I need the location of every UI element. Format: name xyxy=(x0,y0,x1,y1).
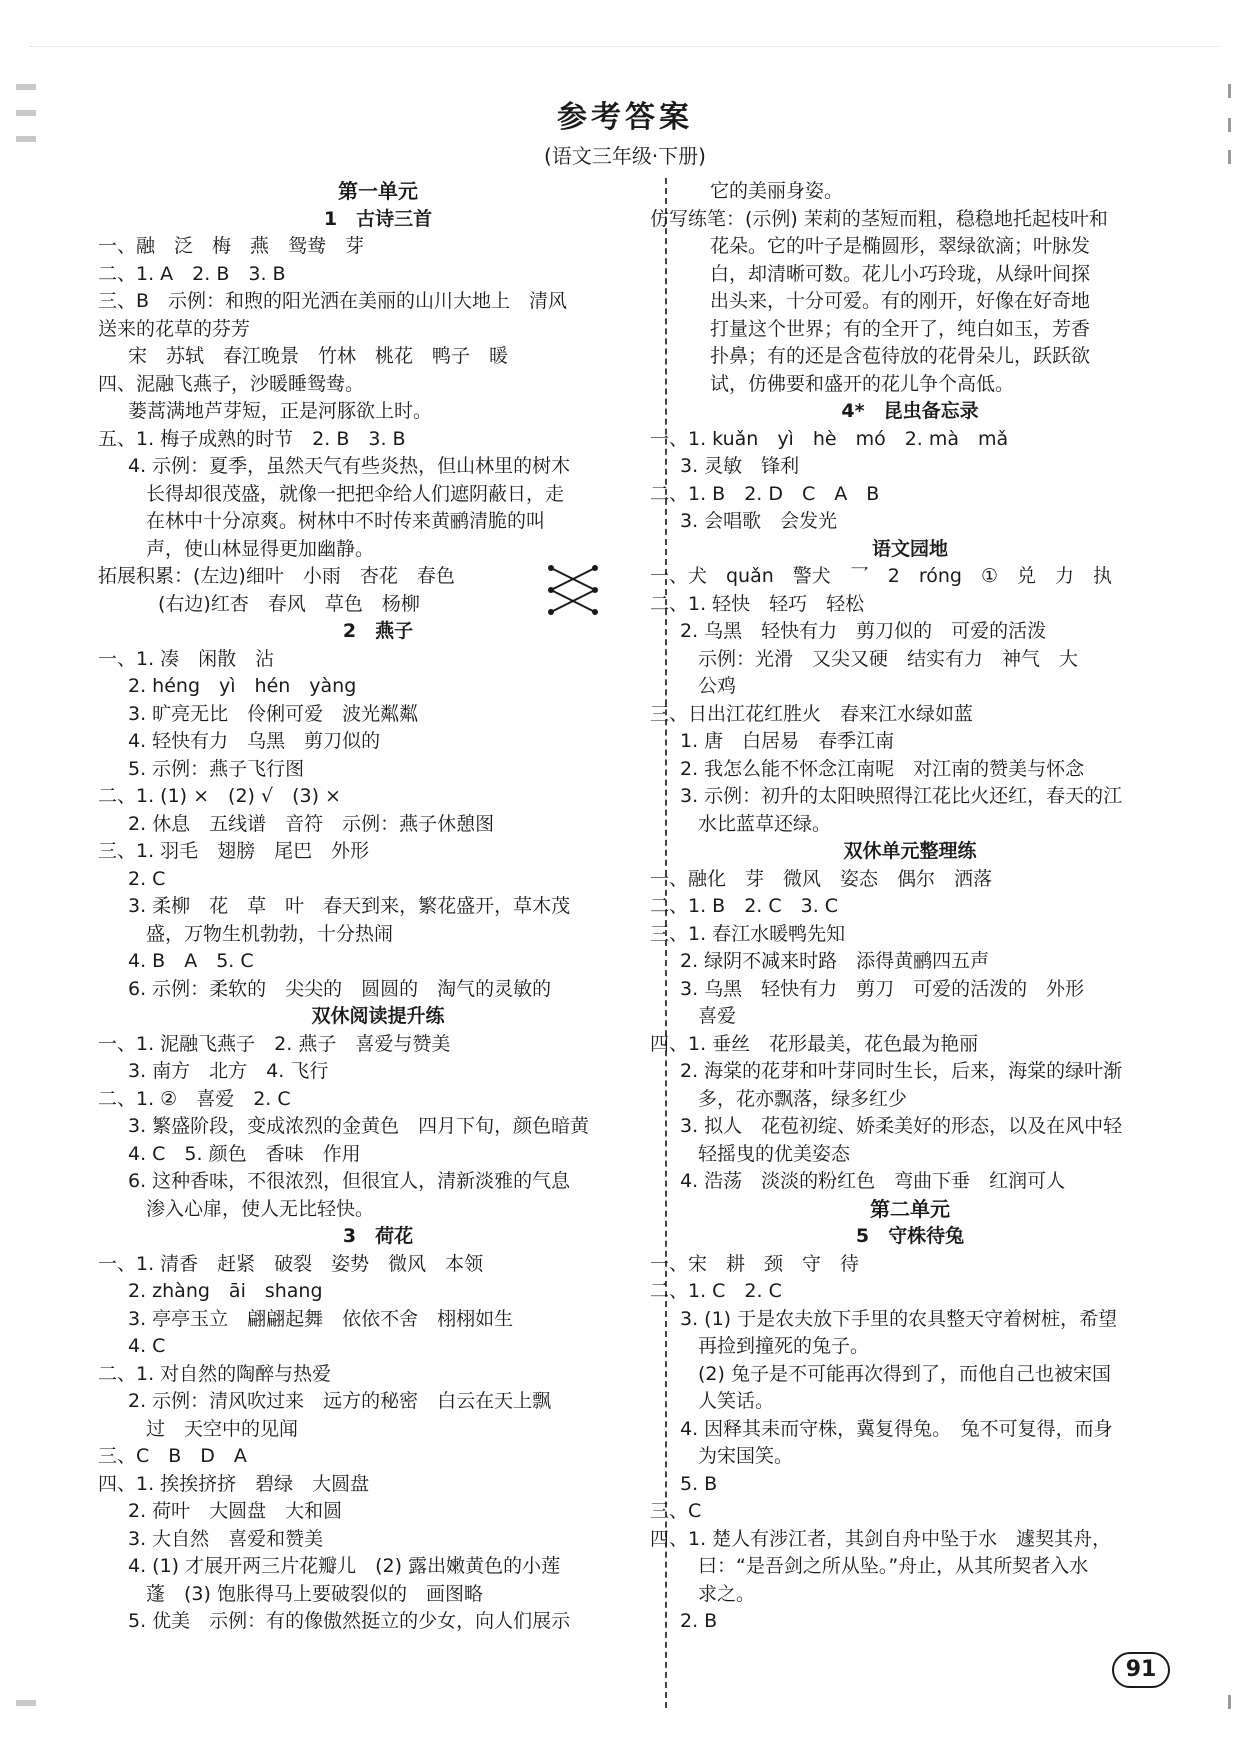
answer-line: 2. zhàng āi shang xyxy=(128,1280,323,1302)
answer-line: 送来的花草的芬芳 xyxy=(98,317,251,340)
answer-line: 花朵。它的叶子是椭圆形，翠绿欲滴；叶脉发 xyxy=(710,235,1091,257)
answer-line: 3. 南方 北方 4. 飞行 xyxy=(128,1060,329,1082)
answer-line: 出头来，十分可爱。有的刚开，好像在好奇地 xyxy=(710,290,1091,312)
answer-line: 打量这个世界；有的全开了，纯白如玉，芳香 xyxy=(710,317,1091,340)
answer-line: 再捡到撞死的兔子。 xyxy=(698,1335,870,1357)
answer-line: 白，却清晰可数。花儿小巧玲珑，从绿叶间探 xyxy=(710,262,1091,285)
answer-line: 2. 乌黑 轻快有力 剪刀似的 可爱的活泼 xyxy=(680,620,1047,642)
right-margin-mark xyxy=(1228,1695,1231,1709)
answer-line: 轻摇曳的优美姿态 xyxy=(698,1142,851,1165)
question-line: 一、1. 清香 赶紧 破裂 姿势 微风 本领 xyxy=(98,1252,484,1275)
question-line: 二、1. 轻快 轻巧 轻松 xyxy=(650,592,865,615)
question-line: 四、1. 垂丝 花形最美，花色最为艳丽 xyxy=(650,1032,979,1055)
answer-line: 求之。 xyxy=(698,1582,756,1605)
answer-line: 3. 灵敏 锋利 xyxy=(680,455,800,477)
answer-line: 2. 海棠的花芽和叶芽同时生长，后来，海棠的绿叶渐 xyxy=(680,1060,1123,1082)
answer-line: 4. 浩荡 淡淡的粉红色 弯曲下垂 红润可人 xyxy=(680,1170,1066,1192)
answer-line: 在林中十分凉爽。树林中不时传来黄鹂清脆的叫 xyxy=(146,510,546,532)
answer-line: 扑鼻；有的还是含苞待放的花骨朵儿，跃跃欲 xyxy=(710,345,1091,367)
left-margin-mark xyxy=(16,1700,36,1706)
lesson-heading: 4* 昆虫备忘录 xyxy=(841,400,979,422)
answer-line: 4. (1) 才展开两三片花瓣儿 (2) 露出嫩黄色的小莲 xyxy=(128,1555,561,1577)
answer-line: 蓬 (3) 饱胀得马上要破裂似的 画图略 xyxy=(146,1582,483,1605)
answer-line: 过 天空中的见闻 xyxy=(146,1417,299,1440)
answer-line: 3. 会唱歌 会发光 xyxy=(680,510,838,532)
unit-heading: 第二单元 xyxy=(870,1196,950,1221)
lesson-heading: 1 古诗三首 xyxy=(323,207,433,230)
answer-line: 宋 苏轼 春江晚景 竹林 桃花 鸭子 暖 xyxy=(128,345,509,367)
page-number: 91 xyxy=(1112,1652,1170,1688)
answer-line: 曰：“是吾剑之所从坠。”舟止，从其所契者入水 xyxy=(698,1555,1089,1577)
top-divider xyxy=(30,46,1220,48)
question-line: 一、融化 芽 微风 姿态 偶尔 洒落 xyxy=(650,867,993,890)
answer-line: 3. 旷亮无比 伶俐可爱 波光粼粼 xyxy=(128,702,419,725)
answer-line: 示例：光滑 又尖又硬 结实有力 神气 大 xyxy=(698,647,1079,670)
answer-line: 喜爱 xyxy=(698,1005,737,1027)
answer-line: 2. 绿阴不减来时路 添得黄鹂四五声 xyxy=(680,950,990,972)
answer-line: 5. 示例：燕子飞行图 xyxy=(128,757,305,780)
answer-line: 2. 示例：清风吹过来 远方的秘密 白云在天上飘 xyxy=(128,1390,552,1412)
answer-line: 3. 亭亭玉立 翩翩起舞 依依不舍 栩栩如生 xyxy=(128,1307,514,1330)
question-line: 一、宋 耕 颈 守 待 xyxy=(650,1252,860,1275)
question-line: 一、1. 泥融飞燕子 2. 燕子 喜爱与赞美 xyxy=(98,1032,451,1055)
answer-line: 蒌蒿满地芦芽短，正是河豚欲上时。 xyxy=(128,400,433,422)
left-column xyxy=(98,178,658,1636)
answer-line: 4. C xyxy=(128,1335,166,1357)
answer-line: 3. 示例：初升的太阳映照得江花比火还红，春天的江 xyxy=(680,785,1123,807)
answer-line: 长得却很茂盛，就像一把把伞给人们遮阴蔽日，走 xyxy=(146,482,565,505)
answer-line: 4. C 5. 颜色 香味 作用 xyxy=(128,1142,361,1165)
answer-line: 6. 这种香味，不很浓烈，但很宜人，清新淡雅的气息 xyxy=(128,1170,571,1192)
answer-line: 1. 唐 白居易 春季江南 xyxy=(680,730,895,752)
question-line: 三、C B D A xyxy=(98,1445,247,1467)
answer-line: 4. B A 5. C xyxy=(128,950,254,972)
question-line: 三、B 示例：和煦的阳光洒在美丽的山川大地上 清风 xyxy=(98,290,568,312)
question-line: 三、C xyxy=(650,1500,702,1522)
answer-line: 2. héng yì hén yàng xyxy=(128,675,357,697)
question-line: 四、1. 楚人有涉江者，其剑自舟中坠于水 遽契其舟， xyxy=(650,1527,1112,1550)
answer-line: 5. B xyxy=(680,1472,718,1495)
answer-line: 2. B xyxy=(680,1610,718,1632)
answer-line: 人笑话。 xyxy=(698,1390,775,1412)
question-line: 仿写练笔：(示例) 茉莉的茎短而粗，稳稳地托起枝叶和 xyxy=(650,207,1108,230)
lesson-heading: 3 荷花 xyxy=(342,1225,414,1247)
answer-line: 4. 示例：夏季，虽然天气有些炎热，但山林里的树木 xyxy=(128,455,571,477)
answer-line: 3. 柔柳 花 草 叶 春天到来，繁花盛开，草木茂 xyxy=(128,895,571,917)
answer-line: 2. 荷叶 大圆盘 大和圆 xyxy=(128,1500,343,1522)
question-line: 二、1. ② 喜爱 2. C xyxy=(98,1087,291,1110)
question-line: 一、1. 凑 闲散 沾 xyxy=(98,647,275,670)
question-line: 一、犬 quǎn 警犬 乛 2 róng ① 兑 力 执 xyxy=(650,565,1113,587)
answer-line: 6. 示例：柔软的 尖尖的 圆圆的 淘气的灵敏的 xyxy=(128,977,552,1000)
answer-line: 2. 休息 五线谱 音符 示例：燕子休憩图 xyxy=(128,812,495,835)
answer-line: 2. 我怎么能不怀念江南呢 对江南的赞美与怀念 xyxy=(680,757,1085,780)
lesson-heading: 5 守株待兔 xyxy=(855,1225,965,1247)
answer-line: (右边)红杏 春风 草色 杨柳 xyxy=(158,592,420,615)
page-title: 参考答案 xyxy=(557,100,693,135)
answer-line: 为宋国笑。 xyxy=(698,1445,794,1467)
left-margin-mark xyxy=(16,84,36,90)
answer-line: 2. C xyxy=(128,867,166,890)
question-line: 五、1. 梅子成熟的时节 2. B 3. B xyxy=(98,427,406,450)
answer-line: 3. 乌黑 轻快有力 剪刀 可爱的活泼的 外形 xyxy=(680,977,1085,1000)
question-line: 二、1. B 2. D C A B xyxy=(650,482,880,505)
question-line: 三、1. 羽毛 翅膀 尾巴 外形 xyxy=(98,840,370,862)
answer-line: 5. 优美 示例：有的像傲然挺立的少女，向人们展示 xyxy=(128,1610,571,1632)
lesson-heading: 双休阅读提升练 xyxy=(311,1005,445,1027)
question-line: 二、1. C 2. C xyxy=(650,1280,782,1302)
question-line: 二、1. A 2. B 3. B xyxy=(98,262,286,285)
answer-line: 盛，万物生机勃勃，十分热闹 xyxy=(146,922,394,945)
question-line: 二、1. 对自然的陶醉与热爱 xyxy=(98,1362,332,1385)
lesson-heading: 双休单元整理练 xyxy=(843,840,977,862)
question-line: 二、1. B 2. C 3. C xyxy=(650,895,839,917)
right-column xyxy=(650,178,1170,1636)
question-line: 二、1. (1) × (2) √ (3) × xyxy=(98,785,341,807)
lesson-heading: 语文园地 xyxy=(871,537,948,560)
question-line: 拓展积累：(左边)细叶 小雨 杏花 春色 xyxy=(98,565,455,587)
answer-line: 多，花亦飘落，绿多红少 xyxy=(698,1087,908,1110)
question-line: 四、泥融飞燕子，沙暖睡鸳鸯。 xyxy=(98,372,365,395)
question-line: 一、1. kuǎn yì hè mó 2. mà mǎ xyxy=(650,427,1009,450)
answer-line: 渗入心扉，使人无比轻快。 xyxy=(146,1197,375,1220)
answer-line: 4. 因释其耒而守株，冀复得兔。 兔不可复得，而身 xyxy=(680,1417,1113,1440)
question-line: 一、融 泛 梅 燕 鸳鸯 芽 xyxy=(98,235,365,257)
answer-line: 3. 繁盛阶段，变成浓烈的金黄色 四月下旬，颜色暗黄 xyxy=(128,1115,590,1137)
answer-line: 公鸡 xyxy=(698,675,737,697)
question-line: 三、日出江花红胜火 春来江水绿如蓝 xyxy=(650,702,974,725)
unit-heading: 第一单元 xyxy=(338,179,418,203)
page-subtitle: (语文三年级·下册) xyxy=(544,144,706,168)
answer-line: 声，使山林显得更加幽静。 xyxy=(146,537,375,560)
question-line: 三、1. 春江水暖鸭先知 xyxy=(650,922,846,945)
answer-line: 水比蓝草还绿。 xyxy=(698,812,832,835)
answer-line: 3. 大自然 喜爱和赞美 xyxy=(128,1527,324,1550)
answer-line: 3. (1) 于是农夫放下手里的农具整天守着树桩，希望 xyxy=(680,1307,1118,1330)
answer-line: 试，仿佛要和盛开的花儿争个高低。 xyxy=(710,372,1015,395)
answer-line: (2) 兔子是不可能再次得到了，而他自己也被宋国 xyxy=(698,1362,1111,1385)
question-line: 四、1. 挨挨挤挤 碧绿 大圆盘 xyxy=(98,1472,370,1495)
answer-line: 4. 轻快有力 乌黑 剪刀似的 xyxy=(128,730,381,752)
answer-line: 它的美丽身姿。 xyxy=(710,180,844,202)
matching-lines-icon xyxy=(545,562,601,618)
lesson-heading: 2 燕子 xyxy=(342,620,414,642)
answer-line: 3. 拟人 花苞初绽、娇柔美好的形态，以及在风中轻 xyxy=(680,1115,1123,1137)
